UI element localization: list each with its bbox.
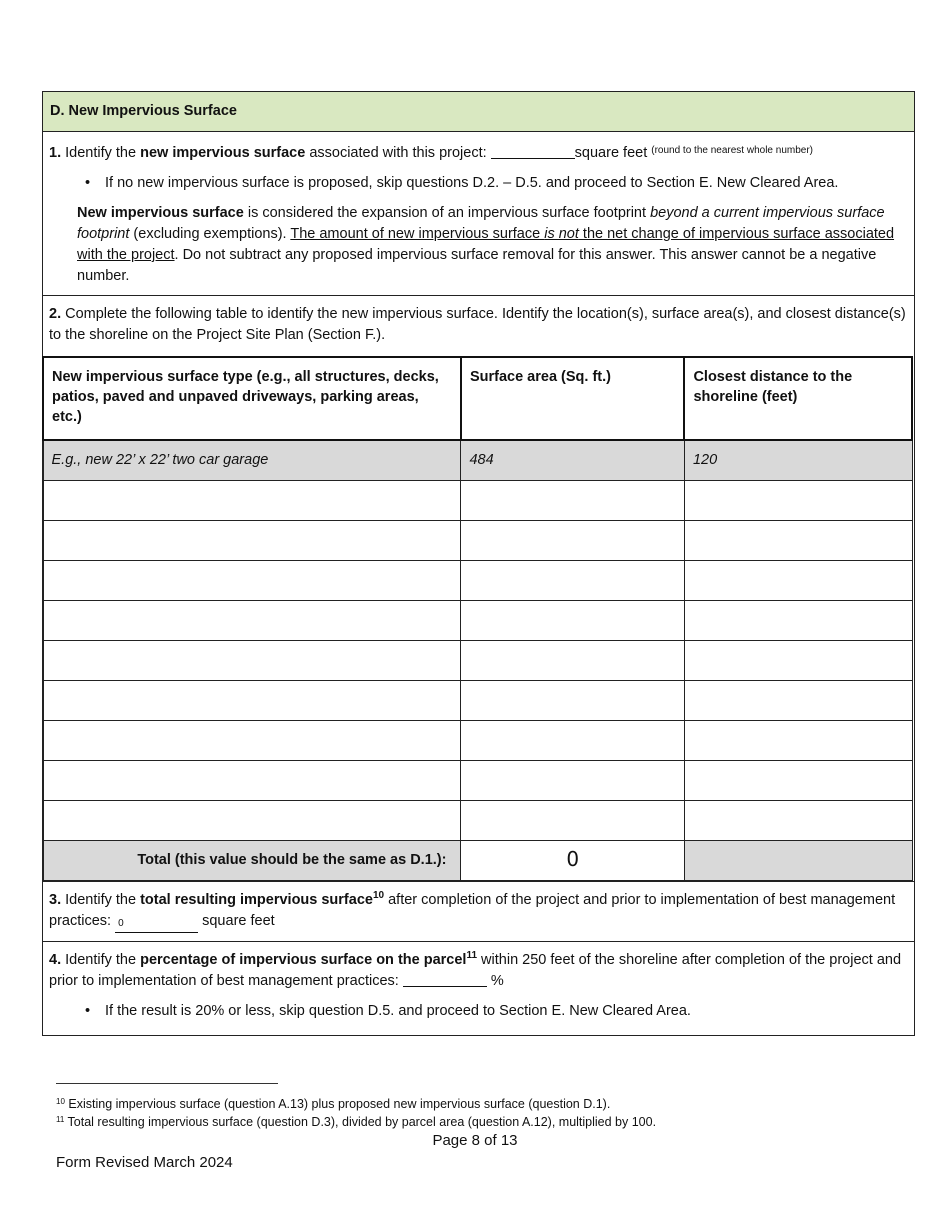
footnote-10: $^{10}$ Existing impervious surface (question A.13) plus proposed new impervious surface (question D.1). — [56, 1097, 611, 1111]
distance-cell[interactable] — [684, 520, 912, 560]
type-cell[interactable] — [43, 760, 461, 800]
q4-bullet: • If the result is 20% or less, skip question D.5. and proceed to Section E. New Cleared Area. — [49, 1001, 908, 1022]
table-row — [43, 640, 912, 680]
footnote-11: $^{11}$ Total resulting impervious surface (question D.3), divided by parcel area (question A.12), multiplied by 100. — [56, 1115, 657, 1129]
q4-prompt: 4. Identify the percentage of impervious surface on the parcel$^{11}$ within 250 feet of the shoreline after completion of the project and prior to implementation of best management practices: % — [49, 949, 902, 989]
table-row — [43, 800, 912, 840]
type-cell[interactable] — [43, 640, 461, 680]
q3-answer-field[interactable]: 0 — [115, 918, 198, 933]
area-cell[interactable] — [461, 680, 685, 720]
form-revised-date: Form Revised March 2024 — [56, 1154, 233, 1171]
total-row — [43, 840, 912, 880]
total-value[interactable]: 0 — [461, 840, 685, 880]
example-distance: 120 — [684, 440, 912, 480]
column-header-type: New impervious surface type (e.g., all structures, decks, patios, paved and unpaved driveways, parking areas, etc.) — [43, 357, 461, 440]
distance-cell[interactable] — [684, 720, 912, 760]
table-header — [43, 357, 912, 440]
area-cell[interactable] — [461, 760, 685, 800]
footnote-ref-10: 10 — [372, 889, 385, 901]
distance-cell[interactable] — [684, 480, 912, 520]
area-cell[interactable] — [461, 720, 685, 760]
section-d-form — [42, 91, 915, 1036]
example-row — [43, 440, 912, 480]
table-row — [43, 720, 912, 760]
q1-definition: New impervious surface is considered the expansion of an impervious surface footprint beyond a current impervious surface footprint (excluding exemptions). The amount of new impervious surface is not the net change of impervious surface associated with the project. Do not subtract any proposed impervious surface removal for this answer. This answer cannot be a negative number. — [77, 205, 895, 284]
total-distance-blank — [684, 840, 912, 880]
question-2: 2. Complete the following table to identify the new impervious surface. Identify the location(s), surface area(s), and closest distance(s) to the shoreline on the Project Site Plan (Section F.). — [49, 306, 906, 343]
area-cell[interactable] — [461, 520, 685, 560]
area-cell[interactable] — [461, 800, 685, 840]
area-cell[interactable] — [461, 560, 685, 600]
area-cell[interactable] — [461, 600, 685, 640]
q1-bullet: • If no new impervious surface is proposed, skip questions D.2. – D.5. and proceed to Section E. New Cleared Area. — [49, 173, 908, 194]
distance-cell[interactable] — [684, 560, 912, 600]
column-header-distance: Closest distance to the shoreline (feet) — [684, 357, 912, 440]
footnote-separator — [56, 1083, 278, 1084]
q1-answer-field[interactable] — [491, 144, 575, 159]
column-header-area: Surface area (Sq. ft.) — [461, 357, 685, 440]
footnote-ref-11: 11 — [466, 949, 478, 961]
impervious-surface-table — [42, 356, 913, 881]
section-header: D. New Impervious Surface — [43, 92, 914, 132]
table-row — [43, 680, 912, 720]
distance-cell[interactable] — [684, 800, 912, 840]
distance-cell[interactable] — [684, 600, 912, 640]
table-row — [43, 760, 912, 800]
bullet-icon: • — [85, 175, 91, 191]
page-number: Page 8 of 13 — [432, 1132, 518, 1149]
example-area: 484 — [461, 440, 685, 480]
type-cell[interactable] — [43, 720, 461, 760]
bullet-icon: • — [85, 1002, 91, 1019]
question-4 — [43, 942, 914, 1035]
q4-answer-field[interactable] — [403, 972, 487, 987]
table-row — [43, 480, 912, 520]
area-cell[interactable] — [461, 640, 685, 680]
example-type: E.g., new 22’ x 22’ two car garage — [43, 440, 461, 480]
table-row — [43, 520, 912, 560]
q1-rounding-note: (round to the nearest whole number) — [651, 145, 814, 156]
type-cell[interactable] — [43, 560, 461, 600]
question-1 — [43, 132, 914, 296]
total-label: Total (this value should be the same as D.1.): — [43, 840, 461, 880]
table-row — [43, 560, 912, 600]
type-cell[interactable] — [43, 800, 461, 840]
area-cell[interactable] — [461, 480, 685, 520]
type-cell[interactable] — [43, 680, 461, 720]
type-cell[interactable] — [43, 480, 461, 520]
q1-prompt: 1. Identify the new impervious surface associated with this project: square feet $^{(round to the nearest whole number)}$ — [49, 145, 814, 161]
distance-cell[interactable] — [684, 640, 912, 680]
table-row — [43, 600, 912, 640]
question-3: 3. Identify the total resulting impervious surface$^{10}$ after completion of the project and prior to implementation of best management practices: 0 square feet — [43, 881, 914, 942]
distance-cell[interactable] — [684, 760, 912, 800]
type-cell[interactable] — [43, 600, 461, 640]
distance-cell[interactable] — [684, 680, 912, 720]
type-cell[interactable] — [43, 520, 461, 560]
